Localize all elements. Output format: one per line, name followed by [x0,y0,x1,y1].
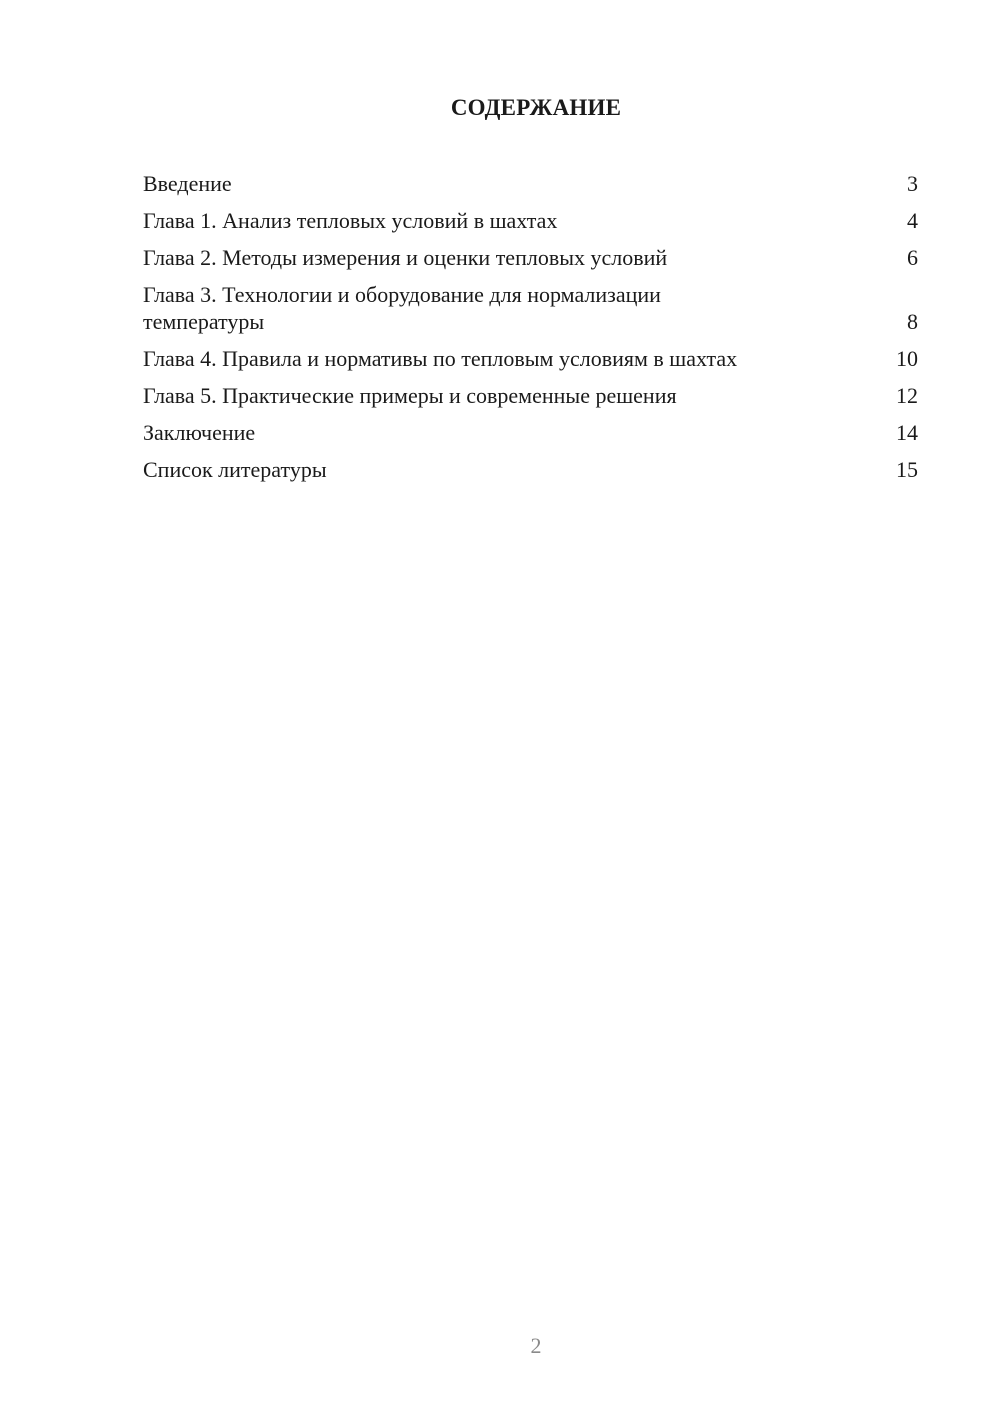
toc-entry [143,382,918,409]
toc-entry-label: Заключение [143,420,256,445]
toc-entry-label: Глава 4. Правила и нормативы по тепловым условиям в шахтах [143,346,738,371]
toc-entry-page: 10 [896,346,918,371]
toc-entry [143,207,918,234]
toc-entry [143,345,918,372]
toc-entry [143,244,918,271]
toc-entry [143,419,918,446]
toc-entry-page: 6 [907,245,918,270]
toc-entry-label: Глава 2. Методы измерения и оценки тепловых условий [143,245,668,270]
toc-entry [143,281,918,335]
toc-entry-label: Введение [143,171,232,196]
toc-entry-page: 12 [896,383,918,408]
page-number: 2 [530,1333,542,1358]
toc-entry-label: Список литературы [143,457,327,482]
toc-entry-label: Глава 3. Технологии и оборудование для нормализации температуры [143,282,661,334]
toc-entry-page: 8 [907,309,918,334]
toc-entry [143,456,918,483]
page-title: СОДЕРЖАНИЕ [450,95,622,120]
toc-entry-label: Глава 1. Анализ тепловых условий в шахтах [143,208,558,233]
table-of-contents [143,170,918,493]
toc-entry-label: Глава 5. Практические примеры и современные решения [143,383,677,408]
toc-entry [143,170,918,197]
toc-entry-page: 15 [896,457,918,482]
toc-entry-page: 3 [907,171,918,196]
toc-entry-page: 14 [896,420,918,445]
toc-entry-page: 4 [907,208,918,233]
